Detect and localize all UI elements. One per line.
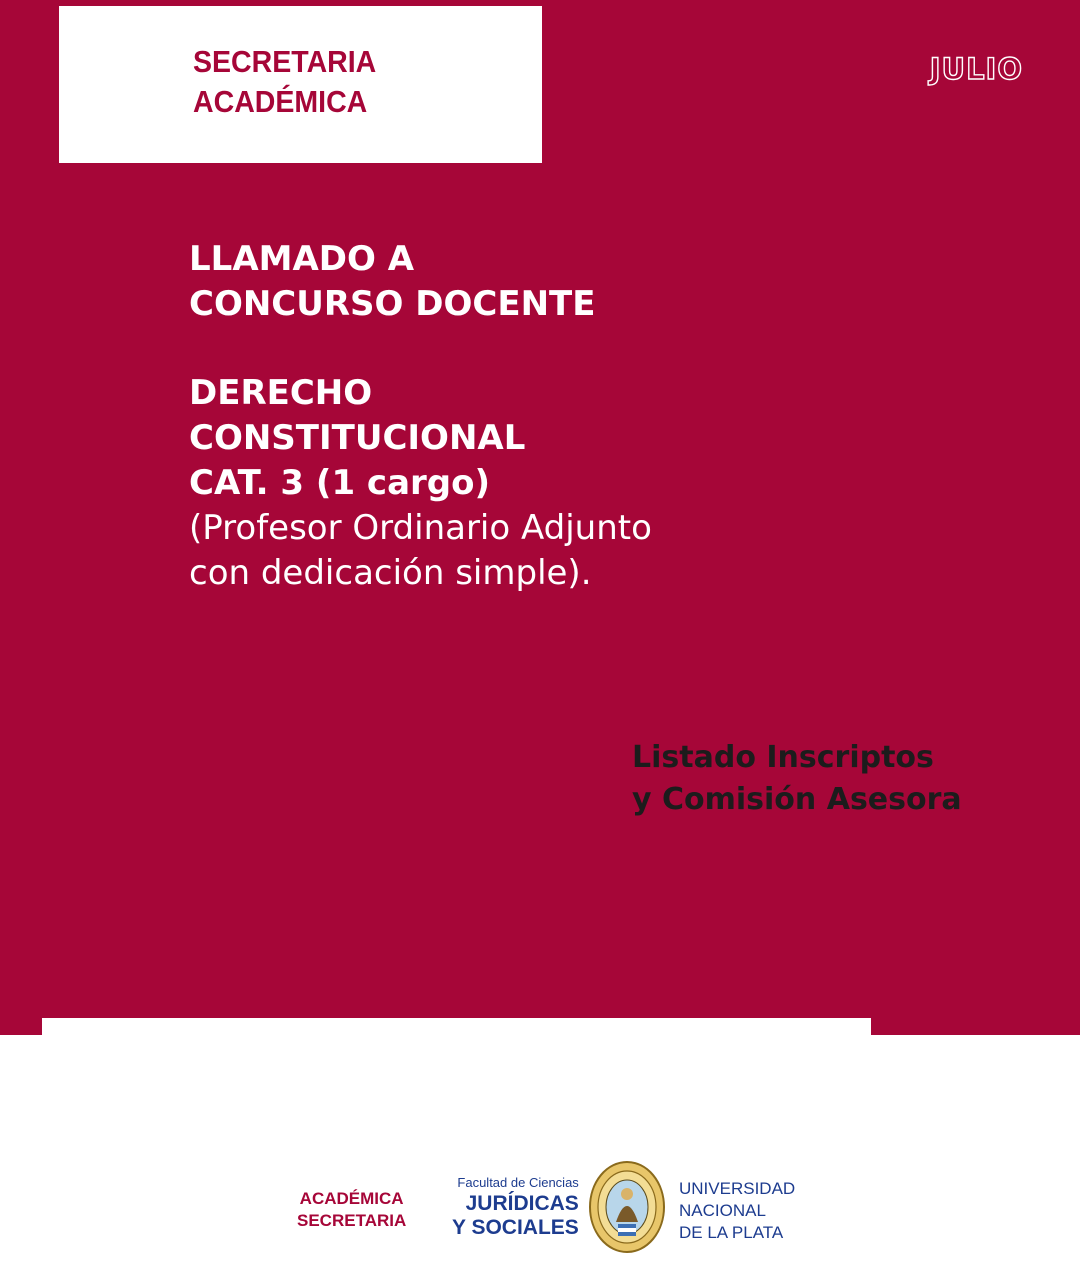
footer-logos [0, 1150, 1080, 1260]
university-seal-icon [588, 1160, 666, 1254]
registrants-link-line2: y Comisión Asesora [632, 782, 962, 817]
faculty-logo-line2: JURÍDICAS [465, 1192, 579, 1215]
position-line-1: (Profesor Ordinario Adjunto [189, 508, 652, 548]
secretaria-logo-line1: ACADÉMICA [299, 1189, 404, 1208]
university-logo-line1: UNIVERSIDAD [679, 1179, 796, 1198]
university-logo-line2: NACIONAL [679, 1201, 766, 1220]
secretaria-logo [297, 1188, 406, 1232]
month-label: JULIO [929, 52, 1023, 86]
secretaria-logo-line2: SECRETARIA [297, 1211, 407, 1230]
faculty-logo-line1: Facultad de Ciencias [457, 1175, 579, 1190]
category-line: CAT. 3 (1 cargo) [189, 463, 491, 503]
position-line-2: con dedicación simple). [189, 553, 592, 593]
subject-line-1: DERECHO [189, 373, 373, 413]
announcement-line-2: CONCURSO DOCENTE [189, 284, 596, 324]
university-logo [679, 1178, 795, 1244]
secretaria-title-line2: ACADÉMICA [193, 84, 368, 119]
divider-strip [42, 1018, 871, 1038]
faculty-logo [452, 1174, 579, 1240]
faculty-logo-line3: Y SOCIALES [452, 1216, 579, 1239]
university-logo-line3: DE LA PLATA [679, 1223, 784, 1242]
registrants-link[interactable] [632, 737, 1052, 821]
announcement-line-1: LLAMADO A [189, 239, 415, 279]
secretaria-title [193, 42, 432, 122]
subject-line-2: CONSTITUCIONAL [189, 418, 526, 458]
registrants-link-line1: Listado Inscriptos [632, 740, 934, 775]
announcement-text [189, 237, 889, 596]
secretaria-title-line1: SECRETARIA [193, 44, 377, 79]
